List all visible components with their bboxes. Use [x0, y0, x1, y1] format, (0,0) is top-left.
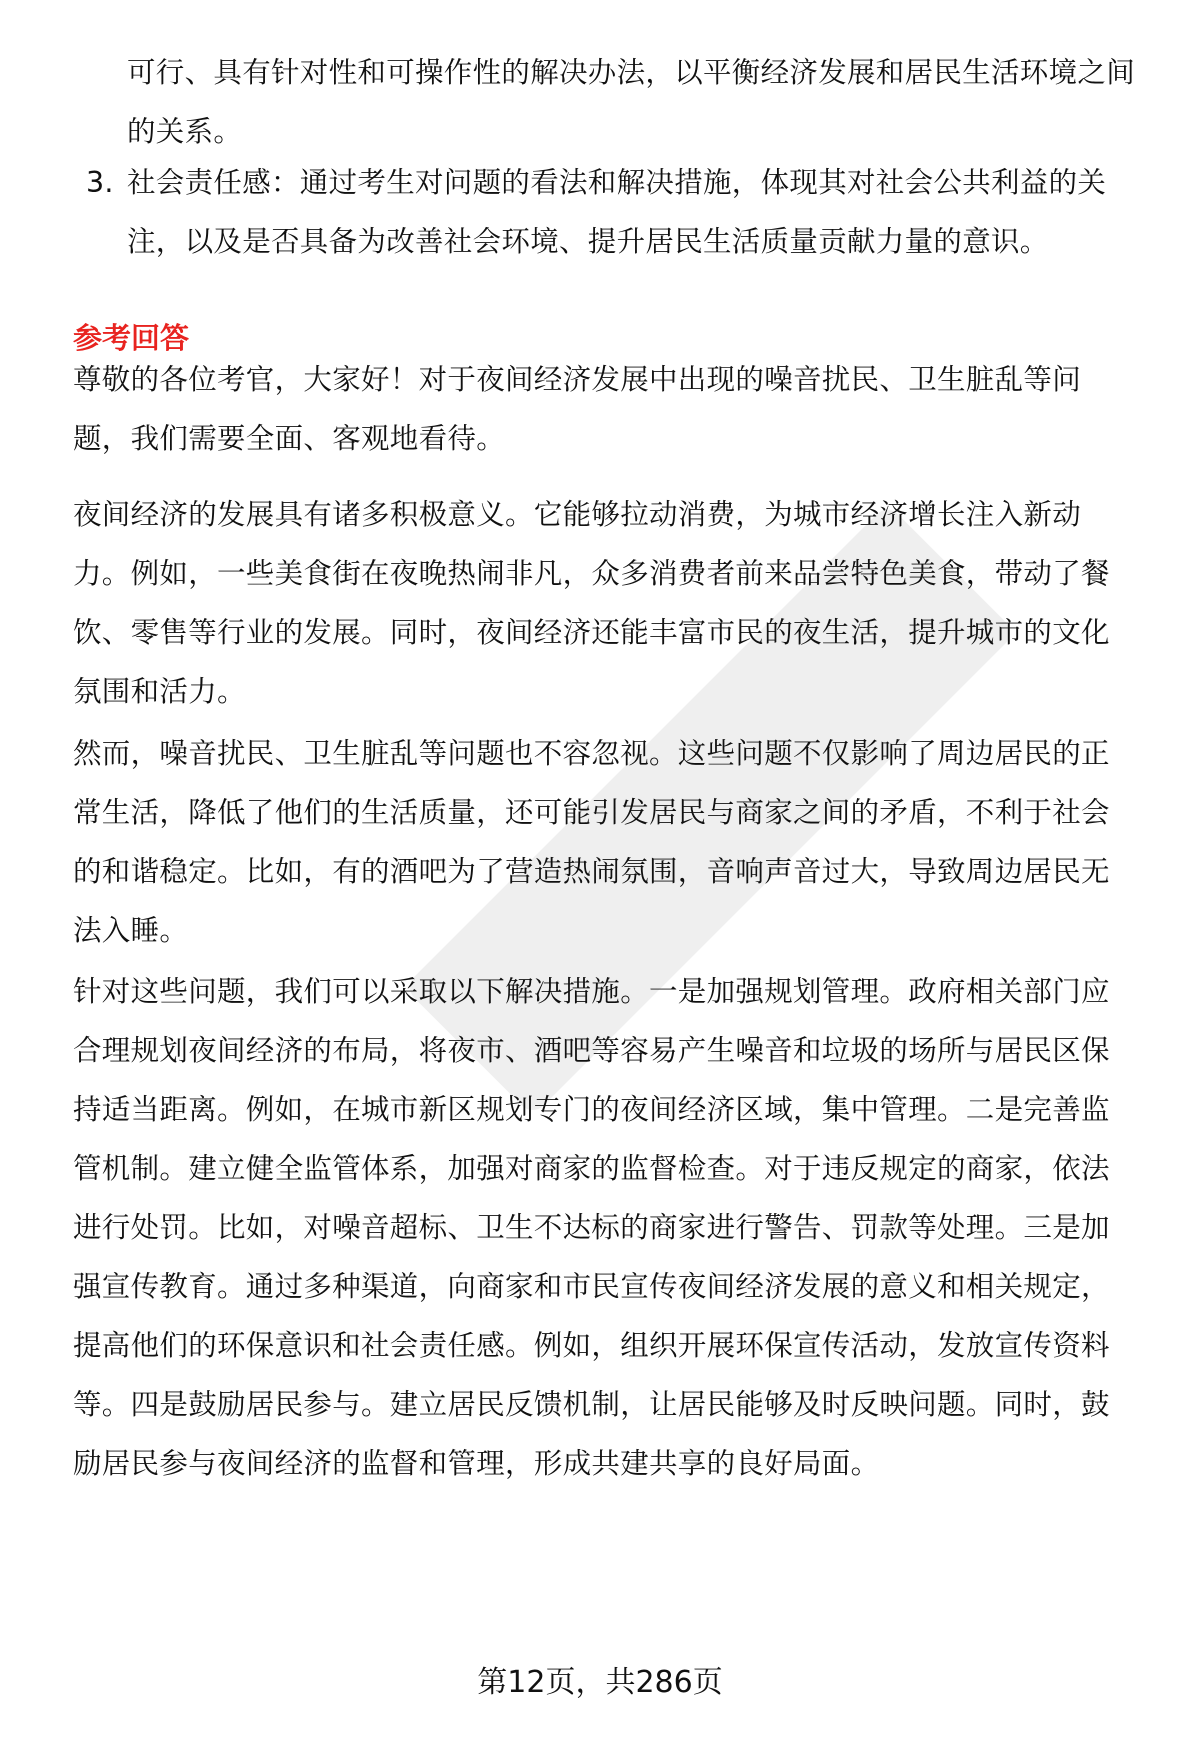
page-number: 第12页，共286页 [477, 1665, 723, 1700]
section-heading: 参考回答 [73, 321, 190, 355]
paragraph-problems: 然而，噪音扰民、卫生脏乱等问题也不容忽视。这些问题不仅影响了周边居民的正常生活，降低了他们的生活质量，还可能引发居民与商家之间的矛盾，不利于社会的和谐稳定。比如，有的酒吧为了营造热闹氛围，音响声音过大，导致周边居民无法入睡。 [73, 737, 1110, 947]
paragraph-positive: 夜间经济的发展具有诸多积极意义。它能够拉动消费，为城市经济增长注入新动力。例如，一些美食街在夜晚热闹非凡，众多消费者前来品尝特色美食，带动了餐饮、零售等行业的发展。同时，夜间经济还能丰富市民的夜生活，提升城市的文化氛围和活力。 [73, 498, 1110, 708]
paragraph-intro: 尊敬的各位考官，大家好！对于夜间经济发展中出现的噪音扰民、卫生脏乱等问题，我们需要全面、客观地看待。 [73, 363, 1082, 455]
list-item-text: 社会责任感：通过考生对问题的看法和解决措施，体现其对社会公共利益的关注，以及是否具备为改善社会环境、提升居民生活质量贡献力量的意识。 [127, 166, 1107, 258]
list-item-number: 3. [86, 166, 114, 199]
list-item-continuation: 可行、具有针对性和可操作性的解决办法，以平衡经济发展和居民生活环境之间的关系。 [127, 56, 1136, 148]
paragraph-solutions: 针对这些问题，我们可以采取以下解决措施。一是加强规划管理。政府相关部门应合理规划夜间经济的布局，将夜市、酒吧等容易产生噪音和垃圾的场所与居民区保持适当距离。例如，在城市新区规划专门的夜间经济区域，集中管理。二是完善监管机制。建立健全监管体系，加强对商家的监督检查。对于违反规定的商家，依法进行处罚。比如，对噪音超标、卫生不达标的商家进行警告、罚款等处理。三是加强宣传教育。通过多种渠道，向商家和市民宣传夜间经济发展的意义和相关规定，提高他们的环保意识和社会责任感。例如，组织开展环保宣传活动，发放宣传资料等。四是鼓励居民参与。建立居民反馈机制，让居民能够及时反映问题。同时，鼓励居民参与夜间经济的监督和管理，形成共建共享的良好局面。 [73, 975, 1110, 1480]
